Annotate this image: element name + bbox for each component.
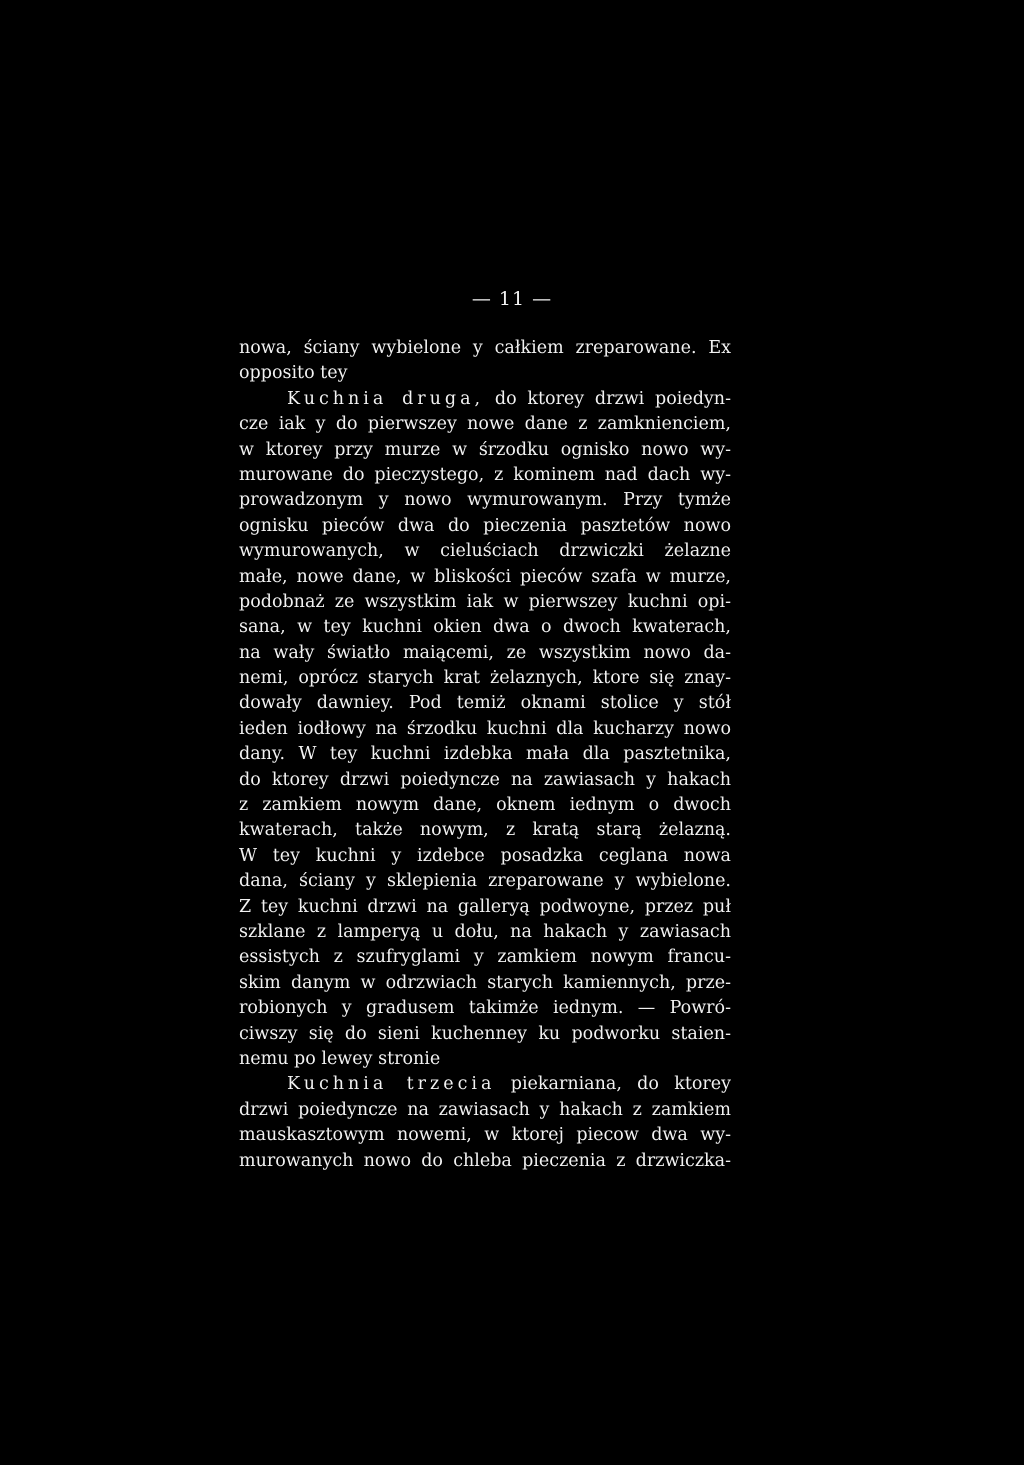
text-line: murowane do pieczystego, z kominem nad dach wy- <box>239 464 731 485</box>
section-heading-kuchnia-druga: Kuchnia druga, <box>287 388 485 409</box>
text-line: małe, nowe dane, w bliskości pieców szafa w murze, <box>239 566 731 587</box>
text-line: szklane z lamperyą u dołu, na hakach y zawiasach <box>239 921 731 942</box>
text-line: Z tey kuchni drzwi na galleryą podwoyne, przez puł <box>239 896 731 917</box>
text-line: opposito tey <box>239 363 348 384</box>
text-line: prowadzonym y nowo wymurowanym. Przy tymże <box>239 490 731 511</box>
text-line: z zamkiem nowym dane, oknem iednym o dwoch <box>239 795 731 816</box>
text-line: w ktorey przy murze w śrzodku ognisko nowo wy- <box>239 439 731 460</box>
text-line: ognisku pieców dwa do pieczenia pasztetów nowo <box>239 515 731 536</box>
text-line: ciwszy się do sieni kuchenney ku podworku staien- <box>239 1023 731 1044</box>
text-line: podobnaż ze wszystkim iak w pierwszey kuchni opi- <box>239 591 731 612</box>
text-line: murowanych nowo do chleba pieczenia z drzwiczka- <box>239 1150 731 1171</box>
text-line: W tey kuchni y izdebce posadzka ceglana nowa <box>239 845 731 866</box>
page-number: — 11 — <box>471 288 553 310</box>
body-text <box>239 336 731 1174</box>
text-line: cze iak y do pierwszey nowe dane z zamknienciem, <box>239 414 731 435</box>
text-line <box>239 1072 731 1097</box>
text-line: do ktorey drzwi poiedyncze na zawiasach y hakach <box>239 769 731 790</box>
text-line: dana, ściany y sklepienia zreparowane y wybielone. <box>239 871 731 892</box>
text-line: nowa, ściany wybielone y całkiem zreparowane. Ex <box>239 338 731 358</box>
text-line: skim danym w odrzwiach starych kamiennych, prze- <box>239 972 731 993</box>
text-line: dowały dawniey. Pod temiż oknami stolice y stół <box>239 693 731 714</box>
text-line-rest: do ktorey drzwi poiedyn- <box>484 388 731 409</box>
text-line: ieden iodłowy na śrzodku kuchni dla kucharzy nowo <box>239 718 731 739</box>
text-line: robionych y gradusem takimże iednym. — Powró- <box>239 998 731 1019</box>
text-line: wymurowanych, w cieluściach drzwiczki żelazne <box>239 541 731 562</box>
text-line: kwaterach, także nowym, z kratą starą żelazną. <box>239 820 731 841</box>
text-line: nemu po lewey stronie <box>239 1048 441 1069</box>
text-line-rest: piekarniana, do ktorey <box>495 1074 732 1095</box>
text-line: sana, w tey kuchni okien dwa o dwoch kwaterach, <box>239 617 731 638</box>
text-line: mauskasztowym nowemi, w ktorej piecow dwa wy- <box>239 1125 731 1146</box>
text-line: essistych z szufryglami y zamkiem nowym francu- <box>239 947 731 968</box>
text-line <box>239 387 731 412</box>
text-line: nemi, oprócz starych krat żelaznych, ktore się znay- <box>239 668 731 689</box>
text-line: dany. W tey kuchni izdebka mała dla pasztetnika, <box>239 744 731 765</box>
text-line: na wały światło maiącemi, ze wszystkim nowo da- <box>239 642 731 663</box>
section-heading-kuchnia-trzecia: Kuchnia trzecia <box>287 1074 496 1095</box>
text-line: drzwi poiedyncze na zawiasach y hakach z zamkiem <box>239 1099 731 1120</box>
